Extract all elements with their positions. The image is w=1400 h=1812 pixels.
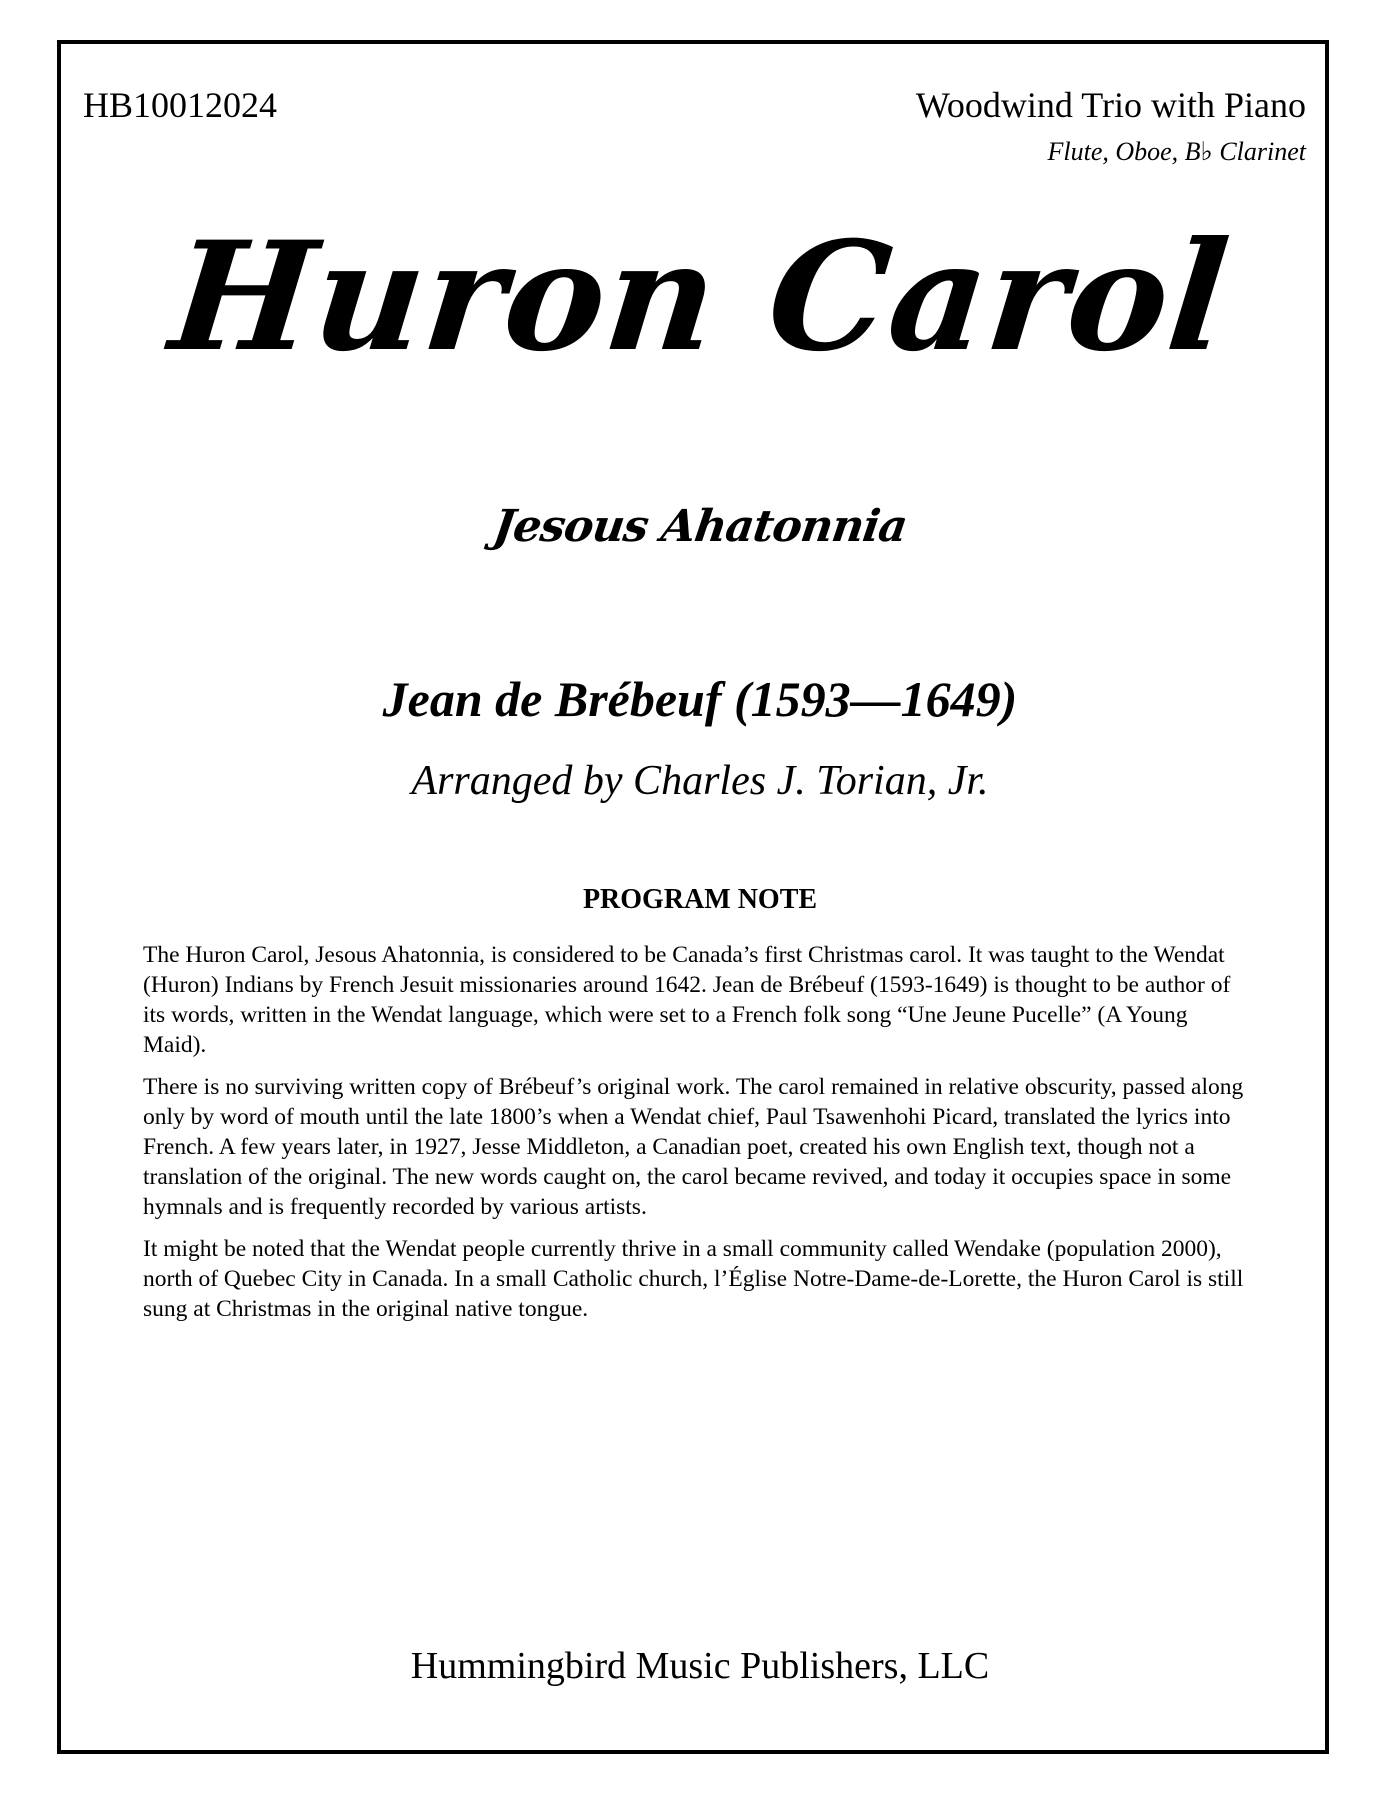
program-note-paragraph: The Huron Carol, Jesous Ahatonnia, is considered to be Canada’s first Christmas carol. It was taught to the Wendat (Huron) Indians by French Jesuit missionaries around 1642. Jean de Brébeuf (1593-1649) is thought to be author of its words, written in the Wendat language, which were set to a French folk song “Une Jeune Pucelle” (A Young Maid). [143, 942, 1231, 1058]
composer-credit: Jean de Brébeuf (1593—1649) [382, 671, 1018, 727]
scoring-label: Woodwind Trio with Piano [915, 85, 1306, 125]
program-note-heading: PROGRAM NOTE [582, 884, 818, 915]
arranger-credit: Arranged by Charles J. Torian, Jr. [411, 758, 989, 804]
program-note-paragraph: It might be noted that the Wendat people currently thrive in a small community called Wendake (population 2000), north of Quebec City in Canada. In a small Catholic church, l’Église Notre-Dame-de-Lorette, the Huron Carol is still sung at Christmas in the original native tongue. [143, 1236, 1244, 1322]
publisher-name: Hummingbird Music Publishers, LLC [410, 1645, 990, 1687]
instrumentation: Flute, Oboe, B♭ Clarinet [1047, 137, 1306, 166]
page-title: Huron Carol [163, 209, 1237, 385]
program-note-paragraph: There is no surviving written copy of Brébeuf’s original work. The carol remained in relative obscurity, passed along only by word of mouth until the late 1800’s when a Wendat chief, Paul Tsawenhohi Picard, translated the lyrics into French. A few years later, in 1927, Jesse Middleton, a Canadian poet, created his own English text, though not a translation of the original. The new words caught on, the carol became revived, and today it occupies space in some hymnals and is frequently recorded by various artists. [143, 1074, 1244, 1220]
program-note-body [143, 940, 1255, 1336]
catalog-number: HB10012024 [83, 85, 278, 125]
subtitle: Jesous Ahatonnia [490, 501, 910, 552]
